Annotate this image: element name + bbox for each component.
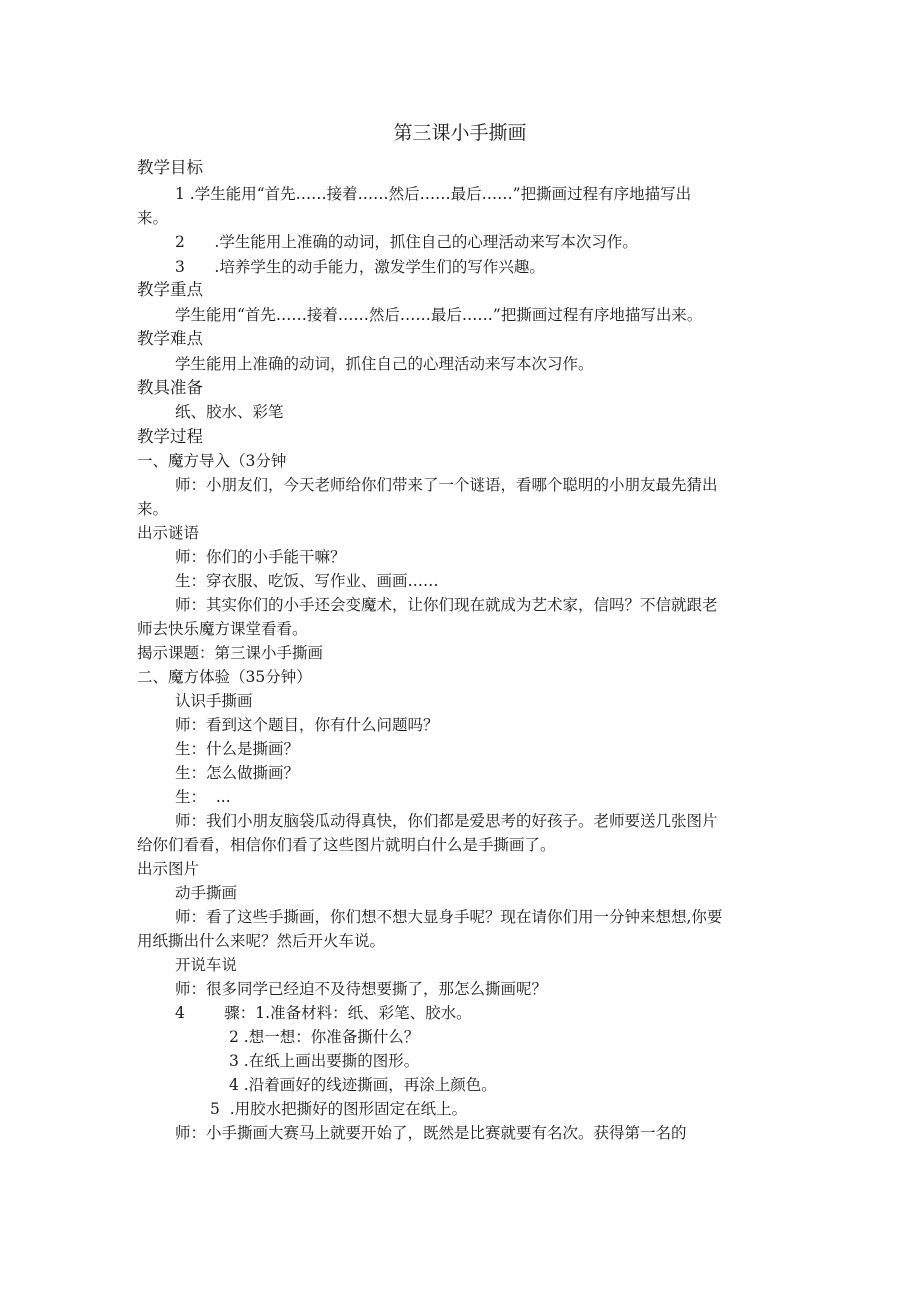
text-line: 2 .学生能用上准确的动词，抓住自己的心理活动来写本次习作。	[175, 233, 638, 251]
text-line: 师：小手撕画大赛马上就要开始了，既然是比赛就要有名次。获得第一名的	[175, 1124, 687, 1142]
text-line: 4 骤：1.准备材料：纸、彩笔、胶水。	[175, 1004, 472, 1022]
text-line: 开说车说	[175, 956, 238, 974]
text-line: 生：穿衣服、吃饭、写作业、画画……	[175, 572, 439, 590]
text-line: 师：其实你们的小手还会变魔术，让你们现在就成为艺术家，信吗？不信就跟老	[175, 596, 718, 614]
text-line: 师：小朋友们，今天老师给你们带来了一个谜语，看哪个聪明的小朋友最先猜出	[175, 476, 718, 494]
text-line: 师：很多同学已经迫不及待想要撕了，那怎么撕画呢？	[175, 980, 548, 998]
text-line: 一、魔方导入（3分钟	[137, 452, 287, 470]
text-line: 学生能用上准确的动词，抓住自己的心理活动来写本次习作。	[175, 355, 594, 373]
text-line: 动手撕画	[175, 884, 238, 902]
text-line: 生： ...	[175, 788, 231, 806]
text-line: 学生能用“首先……接着……然后……最后……”把撕画过程有序地描写出来。	[175, 306, 703, 324]
section-heading: 教学过程	[137, 427, 203, 446]
text-line: 揭示课题：第三课小手撕画	[137, 644, 324, 662]
text-line: 师：我们小朋友脑袋瓜动得真快，你们都是爱思考的好孩子。老师要送几张图片	[175, 812, 718, 830]
text-line: 师：你们的小手能干嘛？	[175, 548, 346, 566]
text-line: 2 .想一想：你准备撕什么？	[229, 1028, 420, 1046]
text-line: 师去快乐魔方课堂看看。	[137, 620, 308, 638]
text-line: 师：看到这个题目，你有什么问题吗？	[175, 716, 439, 734]
text-line: 5 .用胶水把撕好的图形固定在纸上。	[210, 1100, 468, 1118]
text-line: 3 .培养学生的动手能力，激发学生们的写作兴趣。	[175, 258, 545, 276]
page-title: 第三课小手撕画	[393, 122, 527, 144]
text-line: 来。	[137, 500, 169, 518]
text-line: 生：怎么做撕画？	[175, 764, 300, 782]
text-line: 用纸撕出什么来呢？然后开火车说。	[137, 932, 386, 950]
text-line: 纸、胶水、彩笔	[175, 403, 284, 421]
text-line: 出示图片	[137, 860, 200, 878]
section-heading: 教学难点	[137, 329, 203, 348]
text-line: 给你们看看，相信你们看了这些图片就明白什么是手撕画了。	[137, 836, 556, 854]
text-line: 4 .沿着画好的线迹撕画，再涂上颜色。	[229, 1076, 497, 1094]
section-heading: 教学重点	[137, 280, 203, 299]
section-heading: 教学目标	[137, 158, 203, 177]
text-line: 1 .学生能用“首先……接着……然后……最后……”把撕画过程有序地描写出	[175, 185, 692, 203]
text-line: 师：看了这些手撕画，你们想不想大显身手呢？现在请你们用一分钟来想想,你要	[175, 908, 723, 926]
text-line: 来。	[137, 209, 169, 227]
text-line: 认识手撕画	[175, 692, 253, 710]
section-heading: 教具准备	[137, 378, 203, 397]
text-line: 二、魔方体验（35分钟）	[137, 668, 312, 686]
text-line: 3 .在纸上画出要撕的图形。	[229, 1052, 420, 1070]
text-line: 出示谜语	[137, 524, 200, 542]
text-line: 生：什么是撕画？	[175, 740, 300, 758]
